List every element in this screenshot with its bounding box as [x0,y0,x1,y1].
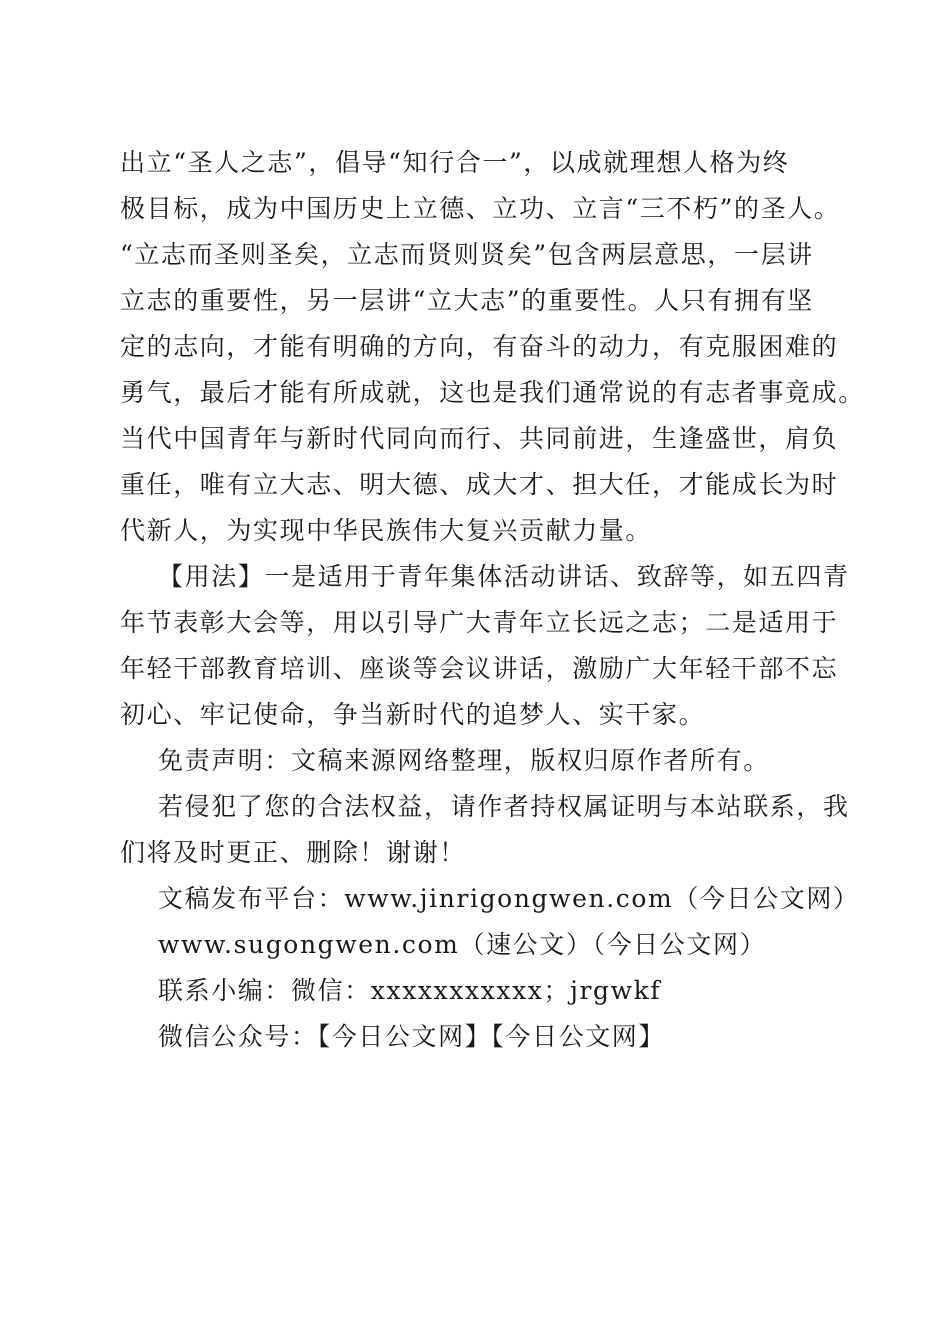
platform-line: 文稿发布平台：www.jinrigongwen.com（今日公文网） [158,884,860,913]
paragraph1-line-7: 当代中国青年与新时代同向而行、共同前进，生逢盛世，肩负 [120,424,839,453]
paragraph1-line-4: 立志的重要性，另一层讲“立大志”的重要性。人只有拥有坚 [120,286,814,315]
paragraph1-line-2: 极目标，成为中国历史上立德、立功、立言“三不朽”的圣人。 [120,194,841,223]
wechat-line: 微信公众号：【今日公文网】【今日公文网】 [158,1022,666,1051]
paragraph1-line-6: 勇气，最后才能有所成就，这也是我们通常说的有志者事竟成。 [120,378,865,407]
infringement-line-1: 若侵犯了您的合法权益，请作者持权属证明与本站联系，我 [158,792,850,821]
contact-line: 联系小编：微信：xxxxxxxxxxx；jrgwkf [158,976,662,1005]
platform-line-2: www.sugongwen.com（速公文）（今日公文网） [158,930,767,959]
paragraph1-line-8: 重任，唯有立大志、明大德、成大才、担大任，才能成长为时 [120,470,839,499]
paragraph2-line-4: 初心、牢记使命，争当新时代的追梦人、实干家。 [120,700,706,729]
paragraph2-line-3: 年轻干部教育培训、座谈等会议讲话，激励广大年轻干部不忘 [120,654,839,683]
paragraph1-line-5: 定的志向，才能有明确的方向，有奋斗的动力，有克服困难的 [120,332,839,361]
infringement-line-2: 们将及时更正、删除！谢谢！ [120,838,466,867]
disclaimer-text: 免责声明：文稿来源网络整理，版权归原作者所有。 [158,746,770,775]
paragraph1-line-9: 代新人，为实现中华民族伟大复兴贡献力量。 [120,516,653,545]
paragraph1-line-1: 出立“圣人之志”，倡导“知行合一”，以成就理想人格为终 [120,148,790,177]
paragraph2-line-1: 【用法】一是适用于青年集体活动讲话、致辞等，如五四青 [158,562,850,591]
paragraph2-line-2: 年节表彰大会等，用以引导广大青年立长远之志；二是适用于 [120,608,839,637]
paragraph1-line-3: “立志而圣则圣矣，立志而贤则贤矣”包含两层意思，一层讲 [120,240,814,269]
